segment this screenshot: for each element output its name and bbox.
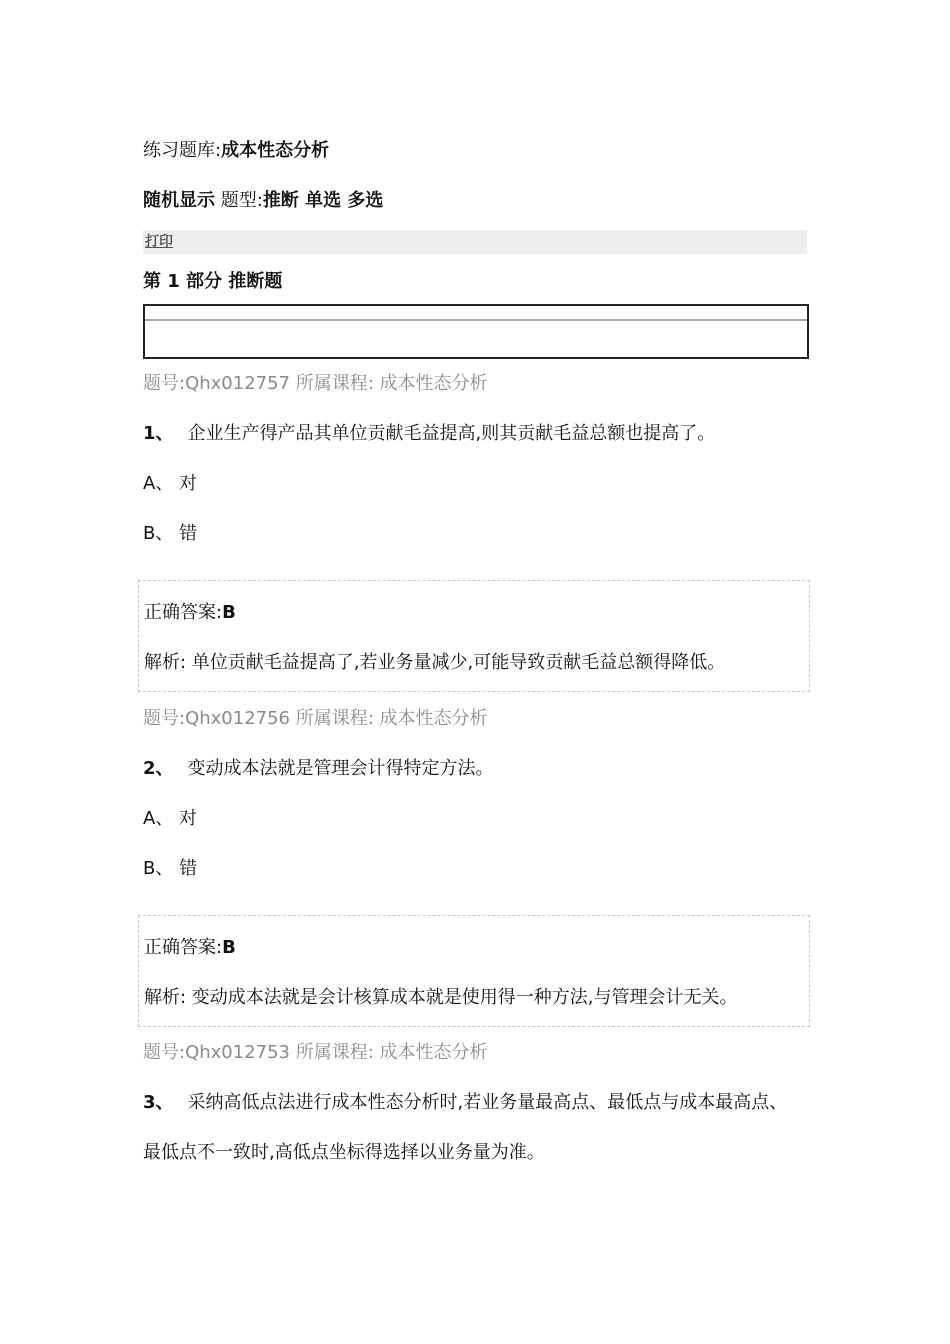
question-stem bbox=[143, 421, 715, 447]
question-bank-heading bbox=[143, 138, 329, 164]
question-meta: 题号:Qhx012757 所属课程: 成本性态分析 bbox=[143, 373, 488, 394]
question-stem bbox=[143, 756, 494, 782]
question-number: 2、 bbox=[143, 758, 174, 779]
option-a[interactable]: A、 对 bbox=[143, 808, 198, 829]
mode-type-line bbox=[143, 188, 383, 214]
answer-box bbox=[138, 580, 810, 692]
question-type-values: 推断 单选 多选 bbox=[262, 190, 384, 211]
question-bank-name: 成本性态分析 bbox=[221, 140, 330, 161]
display-mode: 随机显示 bbox=[143, 190, 215, 211]
answer-box bbox=[138, 915, 810, 1027]
correct-answer-value: B bbox=[222, 602, 236, 623]
option-b[interactable]: B、 错 bbox=[143, 858, 198, 879]
option-b[interactable]: B、 错 bbox=[143, 523, 198, 544]
answer-explanation: 解析: 变动成本法就是会计核算成本就是使用得一种方法,与管理会计无关。 bbox=[144, 987, 738, 1008]
correct-answer-label: 正确答案: bbox=[144, 937, 223, 958]
question-text-line-1: 采纳高低点法进行成本性态分析时,若业务量最高点、最低点与成本最高点、 bbox=[187, 1092, 788, 1113]
answer-explanation: 解析: 单位贡献毛益提高了,若业务量减少,可能导致贡献毛益总额得降低。 bbox=[144, 652, 726, 673]
print-bar bbox=[143, 230, 807, 254]
question-number: 1、 bbox=[143, 423, 174, 444]
question-text-line-2: 最低点不一致时,高低点坐标得选择以业务量为准。 bbox=[143, 1142, 545, 1163]
question-stem bbox=[143, 1090, 787, 1116]
question-number: 3、 bbox=[143, 1092, 174, 1113]
question-meta: 题号:Qhx012753 所属课程: 成本性态分析 bbox=[143, 1042, 488, 1063]
empty-table-box bbox=[143, 304, 809, 359]
option-a[interactable]: A、 对 bbox=[143, 473, 198, 494]
section-title: 第 1 部分 推断题 bbox=[143, 271, 283, 292]
question-meta: 题号:Qhx012756 所属课程: 成本性态分析 bbox=[143, 708, 488, 729]
question-text: 变动成本法就是管理会计得特定方法。 bbox=[187, 758, 494, 779]
question-type-label: 题型: bbox=[220, 190, 263, 211]
print-link[interactable]: 打印 bbox=[145, 234, 173, 250]
correct-answer-label: 正确答案: bbox=[144, 602, 223, 623]
correct-answer-value: B bbox=[222, 937, 236, 958]
correct-answer bbox=[144, 935, 236, 961]
correct-answer bbox=[144, 600, 236, 626]
table-divider bbox=[145, 319, 807, 321]
question-text: 企业生产得产品其单位贡献毛益提高,则其贡献毛益总额也提高了。 bbox=[187, 423, 716, 444]
question-bank-label: 练习题库: bbox=[143, 140, 222, 161]
